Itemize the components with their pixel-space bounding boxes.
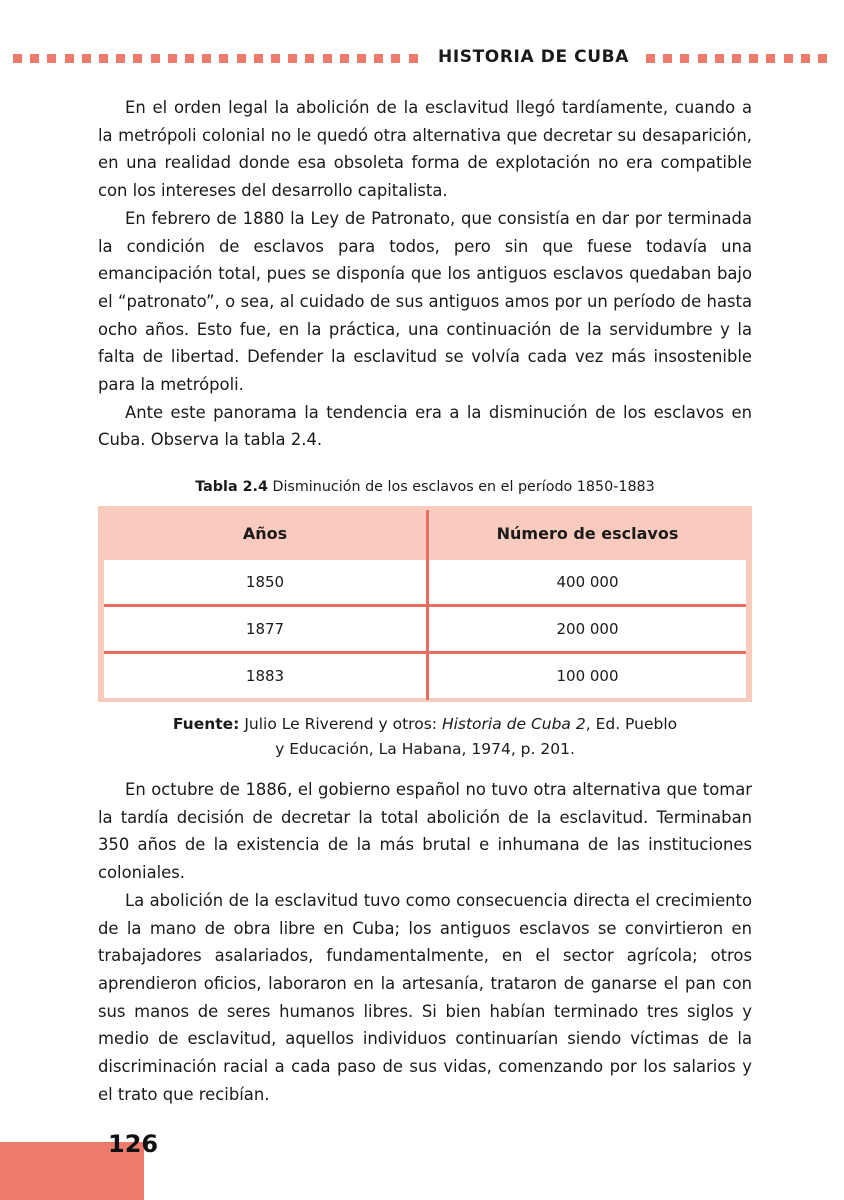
header-dots-right [646, 54, 836, 64]
header-dot [47, 54, 56, 63]
header-dot [323, 54, 332, 63]
header-dot [202, 54, 211, 63]
header-dot [99, 54, 108, 63]
page-number: 126 [108, 1130, 159, 1158]
body-text-top [98, 94, 752, 454]
header-dot [151, 54, 160, 63]
table-source [98, 712, 752, 762]
header-dot [288, 54, 297, 63]
header-dot [680, 54, 689, 63]
paragraph: En octubre de 1886, el gobierno español no tuvo otra alternativa que tomar la tardía decisión de decretar la total abolición de la esclavitud. Terminaban 350 años de la existencia de la más brutal e inhumana de las instituciones coloniales. [98, 780, 752, 883]
table-header-slaves: Número de esclavos [496, 524, 679, 543]
table-caption-text: Disminución de los esclavos en el período 1850-1883 [272, 479, 655, 495]
header-dot [254, 54, 263, 63]
header-dot [749, 54, 758, 63]
source-publisher-line1: , Ed. Pueblo [585, 715, 678, 733]
table-caption [98, 476, 752, 498]
paragraph: Ante este panorama la tendencia era a la disminución de los esclavos en Cuba. Observa la tabla 2.4. [98, 402, 752, 450]
header-dot [646, 54, 655, 63]
table-cell-count: 100 000 [556, 667, 619, 685]
header-dot [185, 54, 194, 63]
row-divider [104, 604, 746, 607]
paragraph: En el orden legal la abolición de la esclavitud llegó tardíamente, cuando a la metrópoli colonial no le quedó otra alternativa que decretar su desaparición, en una realidad donde esa obsoleta forma de explotación no era compatible con los intereses del desarrollo capitalista. [98, 98, 752, 201]
table-caption-label: Tabla 2.4 [195, 479, 268, 495]
header-dot [801, 54, 810, 63]
header-dot [715, 54, 724, 63]
header-dot [30, 54, 39, 63]
header-dot [357, 54, 366, 63]
source-label: Fuente: [172, 715, 240, 733]
table-cell-count: 200 000 [556, 620, 619, 638]
page-header [0, 44, 844, 74]
source-work-title: Historia de Cuba 2 [441, 715, 586, 733]
header-dot [168, 54, 177, 63]
table-header-years: Años [242, 524, 288, 543]
header-dot [271, 54, 280, 63]
data-table [98, 506, 752, 702]
header-dot [409, 54, 418, 63]
source-publisher-line2: y Educación, La Habana, 1974, p. 201. [275, 740, 575, 758]
header-dot [82, 54, 91, 63]
table-cell-count: 400 000 [556, 573, 619, 591]
paragraph: La abolición de la esclavitud tuvo como consecuencia directa el crecimiento de la mano de obra libre en Cuba; los antiguos esclavos se convirtieron en trabajadores asalariados, fundamentalmente, en el sector agrícola; otros aprendieron oficios, laboraron en la artesanía, trataron de ganarse el pan con sus manos de seres humanos libres. Si bien habían terminado tres siglos y medio de esclavitud, aquellos individuos continuarían siendo víctimas de la discriminación racial a cada paso de sus vidas, comenzando por los salarios y el trato que recibían. [98, 890, 752, 1104]
header-dot [766, 54, 775, 63]
header-dot [732, 54, 741, 63]
header-dot [219, 54, 228, 63]
header-dot [663, 54, 672, 63]
row-divider [104, 651, 746, 654]
body-text-bottom [98, 776, 752, 1108]
header-dot [374, 54, 383, 63]
header-dot [391, 54, 400, 63]
header-dot [305, 54, 314, 63]
running-head-title: HISTORIA DE CUBA [438, 47, 629, 67]
table-cell-year: 1883 [245, 667, 285, 685]
table-cell-year: 1850 [245, 573, 285, 591]
table-cell-year: 1877 [245, 620, 285, 638]
header-dots-left [13, 54, 423, 64]
source-authors: Julio Le Riverend y otros: [244, 715, 437, 733]
header-dot [133, 54, 142, 63]
header-dot [116, 54, 125, 63]
header-dot [65, 54, 74, 63]
header-dot [340, 54, 349, 63]
header-dot [237, 54, 246, 63]
header-dot [13, 54, 22, 63]
paragraph: En febrero de 1880 la Ley de Patronato, que consistía en dar por terminada la condición de esclavos para todos, pero sin que fuese todavía una emancipación total, pues se disponía que los antiguos esclavos quedaban bajo el “patronato”, o sea, al cuidado de sus antiguos amos por un período de hasta ocho años. Esto fue, en la práctica, una continuación de la servidumbre y la falta de libertad. Defender la esclavitud se volvía cada vez más insostenible para la metrópoli. [98, 208, 752, 395]
header-dot [784, 54, 793, 63]
header-dot [698, 54, 707, 63]
header-dot [818, 54, 827, 63]
